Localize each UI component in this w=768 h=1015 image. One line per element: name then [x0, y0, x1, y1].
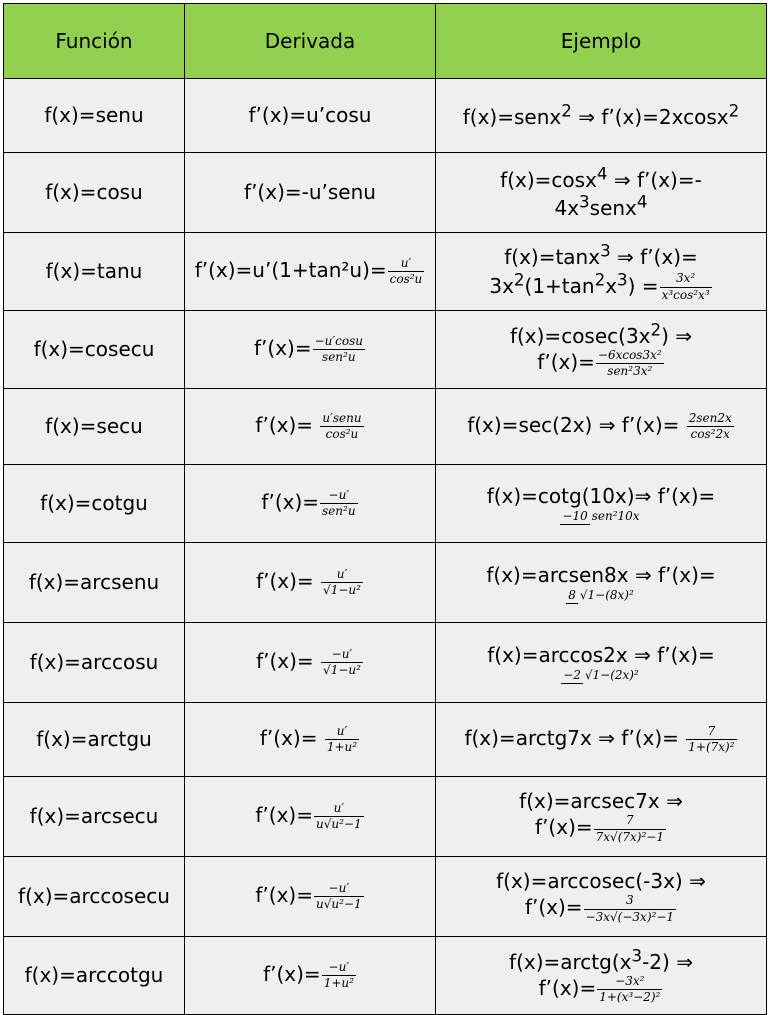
header-derivada: Derivada: [185, 4, 436, 79]
fraction: [320, 412, 363, 441]
fraction: [561, 669, 641, 682]
fraction-denominator: u√u²−1: [316, 897, 362, 911]
fraction-numerator: 3x²: [660, 272, 712, 287]
cell-derivada: f’(x)= $\frac{u'}{\text{u√u²−1}}$: [185, 777, 436, 857]
fraction: [560, 510, 641, 523]
cell-derivada: f’(x)= $\frac{-u'\cos u}{\text{sen²u}}$: [185, 311, 436, 389]
cell-ejemplo: f(x)=arccosec(-3x) ⇒ f’(x)= $\frac{3}{\text{−3x√(−3x)²−1}}$: [436, 857, 767, 937]
cell-ejemplo: $f(x)=arctg(x^3-2)$ ⇒ f’(x)= $\frac{\text{−3x²}}{\text{1+(x³−2)²}}$: [436, 937, 767, 1015]
fraction-denominator: −3x√(−3x)²−1: [585, 909, 675, 924]
fraction: [321, 648, 363, 677]
cell-derivada: f’(x)=u’cosu: [185, 79, 436, 153]
cell-ejemplo: f(x)=arcsen8x ⇒ f’(x)= 8 √1−(8x)²: [436, 543, 767, 623]
fraction-denominator: sen²10x: [591, 508, 640, 523]
cell-funcion: f(x)=secu: [4, 389, 185, 465]
fraction-denominator: √1−u²: [323, 663, 361, 677]
fraction: [322, 961, 356, 990]
cell-funcion: f(x)=arctgu: [4, 703, 185, 777]
table-row: [4, 311, 767, 389]
fraction-denominator: 1+(x³−2)²: [599, 990, 661, 1005]
derivatives-table: [3, 3, 767, 1015]
fraction-numerator: u′: [325, 725, 359, 740]
cell-ejemplo: f(x)=arccos2x ⇒ f’(x)= −2 √1−(2x)²: [436, 623, 767, 703]
cell-funcion: f(x)=arcsecu: [4, 777, 185, 857]
fraction: [313, 335, 365, 364]
fraction: [325, 725, 359, 754]
cell-funcion: f(x)=cosecu: [4, 311, 185, 389]
table-row: [4, 153, 767, 233]
cell-derivada: f’(x)=u’(1+tan²u)= $\frac{u'}{\text{cos²u}}$: [185, 233, 436, 311]
table-row: [4, 703, 767, 777]
cell-derivada: f’(x)= $\frac{u'}{\text{√1−u²}}$: [185, 543, 436, 623]
fraction: [320, 489, 358, 518]
fraction-denominator: x³cos²x³: [661, 287, 710, 302]
cell-funcion: f(x)=arccotgu: [4, 937, 185, 1015]
fraction-numerator: 8: [568, 587, 576, 602]
table-row: [4, 389, 767, 465]
cell-ejemplo: f(x)=cosx$^4$ ⇒ f’(x)=- $4x^3senx^4$: [436, 153, 767, 233]
fraction-denominator: sen²u: [322, 350, 356, 364]
table-row: [4, 543, 767, 623]
fraction: [314, 802, 364, 831]
fraction: [321, 568, 363, 597]
cell-derivada: f’(x)=-u’senu: [185, 153, 436, 233]
fraction-denominator: u√u²−1: [316, 817, 362, 831]
fraction-numerator: −10: [562, 508, 588, 523]
cell-derivada: f’(x)= $\frac{-u'}{\text{u√u²−1}}$: [185, 857, 436, 937]
fraction-denominator: √1−(2x)²: [584, 667, 639, 682]
fraction-denominator: cos²u: [325, 427, 359, 441]
fraction: [660, 272, 712, 301]
cell-ejemplo: f(x)=arctg7x ⇒ f’(x)= $\frac{7}{\text{1+(7x)²}}$: [436, 703, 767, 777]
fraction: [566, 589, 636, 602]
fraction: [687, 412, 734, 441]
fraction-denominator: 1+(7x)²: [688, 740, 735, 754]
table-row: [4, 937, 767, 1015]
cell-ejemplo: f(x)=senx$^2$ ⇒ f’(x)=2xcosx$^2$: [436, 79, 767, 153]
cell-funcion: f(x)=arccosu: [4, 623, 185, 703]
fraction-denominator: √1−u²: [323, 583, 361, 597]
cell-funcion: f(x)=cotgu: [4, 465, 185, 543]
cell-funcion: f(x)=senu: [4, 79, 185, 153]
fraction: [686, 725, 736, 754]
table-body: [4, 79, 767, 1015]
fraction-numerator: −3x²: [597, 975, 662, 990]
header-ejemplo: Ejemplo: [436, 4, 767, 79]
fraction-denominator: √1−(8x)²: [579, 587, 634, 602]
table-row: [4, 623, 767, 703]
fraction-numerator: −u′: [320, 489, 358, 504]
cell-derivada: f’(x)= $\frac{-u'}{\text{sen²u}}$: [185, 465, 436, 543]
fraction-denominator: cos²2x: [690, 427, 730, 441]
fraction-numerator: −u′: [322, 961, 356, 976]
fraction: [584, 894, 676, 923]
fraction-numerator: u′: [388, 257, 425, 272]
fraction-denominator: cos²u: [389, 272, 423, 286]
cell-ejemplo: f(x)=arcsec7x ⇒ f’(x)= $\frac{7}{\text{7x√(7x)²−1}}$: [436, 777, 767, 857]
fraction-denominator: 1+u²: [323, 976, 354, 990]
fraction: [388, 257, 425, 286]
table-row: [4, 465, 767, 543]
fraction-numerator: u′: [314, 802, 364, 817]
cell-funcion: f(x)=arcsenu: [4, 543, 185, 623]
fraction-numerator: 7: [686, 725, 736, 740]
cell-ejemplo: f(x)=tanx$^3$ ⇒ f’(x)= $3x^2(1+\tan^2x^3)$ = $\frac{\text{3x²}}{\text{x³cos²x³}}$: [436, 233, 767, 311]
cell-ejemplo: f(x)=cotg(10x)⇒ f’(x)= −10 sen²10x: [436, 465, 767, 543]
table-row: [4, 233, 767, 311]
fraction: [597, 975, 662, 1004]
fraction-denominator: sen²u: [322, 504, 356, 518]
fraction-numerator: u′: [321, 568, 363, 583]
cell-derivada: f’(x)= $\frac{-u'}{\text{1+u²}}$: [185, 937, 436, 1015]
fraction-numerator: −u′cosu: [313, 335, 365, 350]
fraction-numerator: −2: [563, 667, 581, 682]
table-row: [4, 79, 767, 153]
fraction-numerator: −u′: [314, 882, 364, 897]
cell-funcion: f(x)=cosu: [4, 153, 185, 233]
table-row: [4, 857, 767, 937]
cell-derivada: f’(x)= $\frac{-u'}{\text{√1−u²}}$: [185, 623, 436, 703]
fraction-numerator: −u′: [321, 648, 363, 663]
fraction: [594, 814, 666, 843]
fraction-numerator: u′senu: [320, 412, 363, 427]
cell-ejemplo: $f(x)=cosec(3x^2)$ ⇒ f’(x)= $\frac{\text{−6xcos3x²}}{\text{sen²3x²}}$: [436, 311, 767, 389]
fraction-numerator: 3: [584, 894, 676, 909]
fraction-numerator: 2sen2x: [687, 412, 734, 427]
fraction-denominator: sen²3x²: [607, 364, 653, 379]
cell-funcion: f(x)=tanu: [4, 233, 185, 311]
table-row: [4, 777, 767, 857]
fraction-numerator: 7: [594, 814, 666, 829]
fraction-numerator: −6xcos3x²: [596, 349, 664, 364]
fraction-denominator: 7x√(7x)²−1: [595, 829, 664, 844]
cell-derivada: f’(x)= $\frac{\text{u′senu}}{\text{cos²u}}$: [185, 389, 436, 465]
header-row: [4, 4, 767, 79]
fraction-denominator: 1+u²: [326, 740, 358, 754]
fraction: [314, 882, 364, 911]
header-funcion: Función: [4, 4, 185, 79]
fraction: [596, 349, 664, 378]
cell-funcion: f(x)=arccosecu: [4, 857, 185, 937]
cell-ejemplo: f(x)=sec(2x) ⇒ f’(x)= $\frac{\text{2sen2x}}{\text{cos²2x}}$: [436, 389, 767, 465]
cell-derivada: f’(x)= $\frac{u'}{\text{1+u²}}$: [185, 703, 436, 777]
